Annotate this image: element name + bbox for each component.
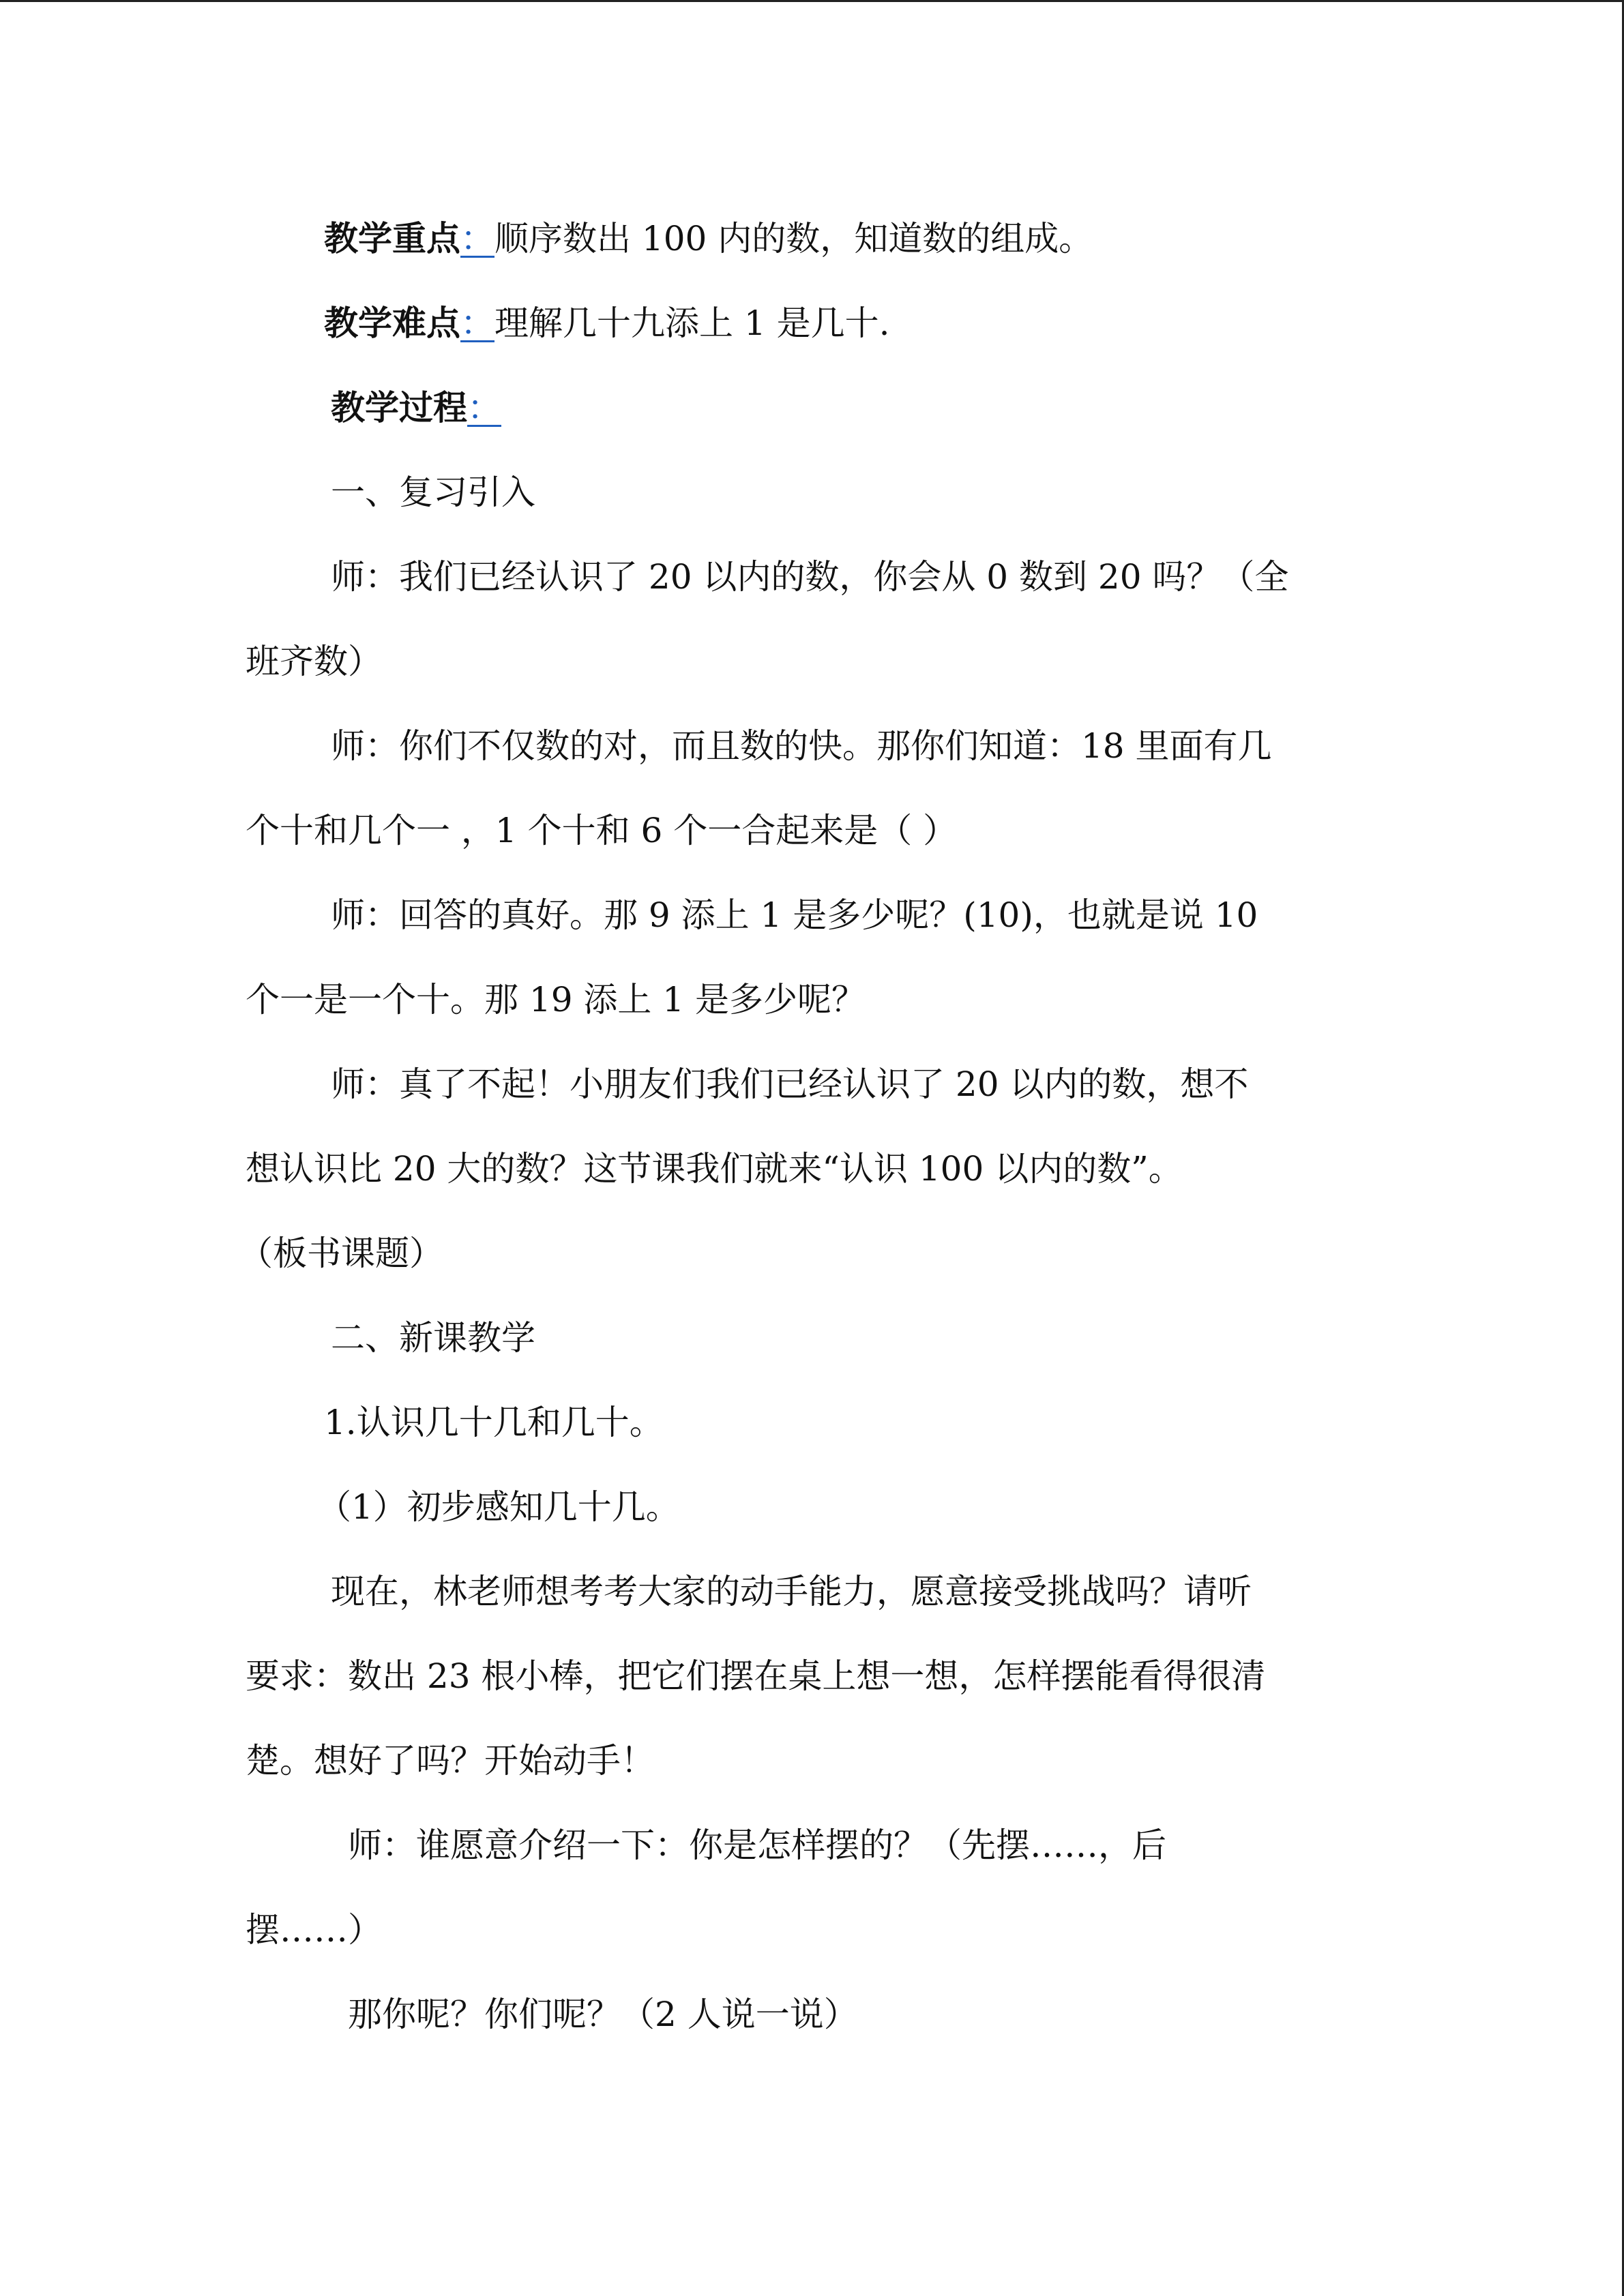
section-new-lesson-heading: 二、新课教学	[331, 1318, 535, 1358]
page-top-border	[0, 0, 1624, 2]
subsection-heading: 1.认识几十几和几十。	[324, 1403, 664, 1442]
paragraph-line: 楚。想好了吗？开始动手！	[246, 1741, 655, 1780]
paragraph-line: 现在，林老师想考考大家的动手能力，愿意接受挑战吗？请听	[331, 1572, 1252, 1611]
paragraph-line: 班齐数）	[246, 642, 382, 681]
paragraph-line: 摆……）	[246, 1910, 382, 1950]
paragraph-line: 个一是一个十。那 19 添上 1 是多少呢？	[246, 980, 866, 1019]
subsection-heading: （1）初步感知几十几。	[317, 1487, 680, 1527]
paragraph-line: 想认识比 20 大的数？这节课我们就来“认识 100 以内的数”。	[246, 1149, 1183, 1189]
difficult-point-colon: ：	[460, 303, 494, 343]
paragraph-line: 要求：数出 23 根小棒，把它们摆在桌上想一想，怎样摆能看得很清	[246, 1656, 1266, 1696]
paragraph-line: 那你呢？你们呢？（2 人说一说）	[348, 1995, 858, 2034]
difficult-point-line	[324, 303, 890, 344]
paragraph-line: 师：真了不起！小朋友们我们已经认识了 20 以内的数，想不	[331, 1064, 1249, 1104]
key-point-colon: ：	[460, 219, 494, 258]
paragraph-line: 个十和几个一 ，1 个十和 6 个一合起来是（ ）	[246, 811, 958, 850]
process-colon: ：	[467, 388, 501, 428]
process-line	[331, 387, 501, 428]
difficult-point-text: 理解几十九添上 1 是几十.	[494, 303, 890, 343]
key-point-text: 顺序数出 100 内的数，知道数的组成。	[494, 219, 1093, 258]
section-review-heading: 一、复习引入	[331, 473, 535, 512]
paragraph-line: 师：你们不仅数的对，而且数的快。那你们知道：18 里面有几	[331, 726, 1272, 766]
paragraph-line: 师：回答的真好。那 9 添上 1 是多少呢？(10)，也就是说 10	[331, 895, 1258, 935]
difficult-point-label: 教学难点	[324, 303, 460, 343]
paragraph-line: 师：我们已经认识了 20 以内的数，你会从 0 数到 20 吗？（全	[331, 557, 1289, 597]
paragraph-line: 师：谁愿意介绍一下：你是怎样摆的？（先摆……，后	[348, 1825, 1166, 1865]
key-point-line	[324, 218, 1093, 259]
key-point-label: 教学重点	[324, 219, 460, 258]
paragraph-line: （板书课题）	[239, 1234, 443, 1273]
process-label: 教学过程	[331, 388, 467, 428]
